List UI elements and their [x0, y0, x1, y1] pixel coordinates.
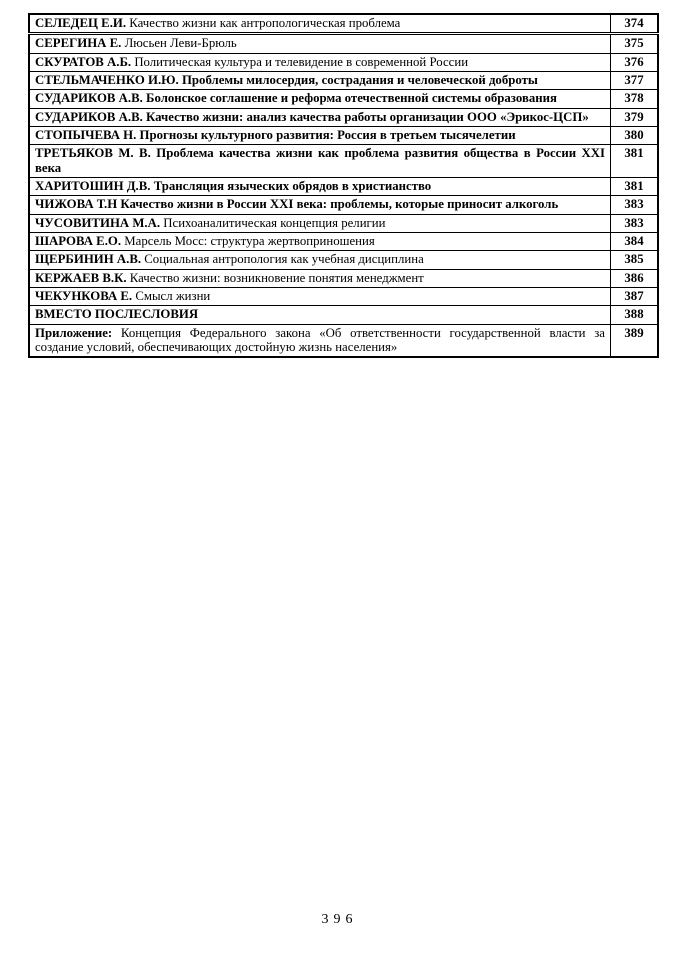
- toc-entry-cell: [29, 71, 611, 89]
- toc-entry-title: Психоаналитическая концепция религии: [163, 215, 386, 230]
- toc-entry-page-number: 375: [611, 34, 659, 53]
- toc-entry-author: ЧУСОВИТИНА М.А.: [35, 215, 161, 230]
- toc-entry-title: Люсьен Леви-Брюль: [124, 36, 237, 51]
- toc-table-body: [29, 14, 658, 357]
- page-number-footer: 396: [321, 912, 358, 927]
- toc-entry-cell: [29, 306, 611, 324]
- toc-entry-title: Проблемы милосердия, сострадания и человеческой доброты: [181, 72, 538, 87]
- toc-entry-author: ВМЕСТО ПОСЛЕСЛОВИЯ: [35, 307, 199, 322]
- toc-entry-page-number: 376: [611, 53, 659, 71]
- toc-entry-author: ХАРИТОШИН Д.В.: [35, 178, 151, 193]
- toc-entry-cell: [29, 90, 611, 108]
- toc-entry-title: Проблема качества жизни как проблема развития общества в России XXI века: [35, 146, 606, 175]
- table-row: [29, 71, 658, 89]
- table-row: [29, 34, 658, 53]
- toc-entry-cell: [29, 14, 611, 34]
- table-row: [29, 196, 658, 214]
- toc-entry-cell: [29, 287, 611, 305]
- table-row: [29, 269, 658, 287]
- toc-entry-page-number: 389: [611, 324, 659, 357]
- toc-entry-page-number: 383: [611, 214, 659, 232]
- toc-entry-cell: [29, 214, 611, 232]
- toc-entry-cell: [29, 177, 611, 195]
- toc-entry-title: Прогнозы культурного развития: Россия в третьем тысячелетии: [139, 127, 516, 142]
- table-row: [29, 232, 658, 250]
- toc-entry-title: Качество жизни в России XXI века: проблемы, которые приносит алкоголь: [120, 197, 559, 212]
- table-row: [29, 324, 658, 357]
- toc-entry-page-number: 381: [611, 145, 659, 178]
- toc-entry-title: Социальная антропология как учебная дисциплина: [144, 252, 424, 267]
- toc-entry-title: Качество жизни как антропологическая проблема: [129, 16, 401, 30]
- toc-entry-author: СЕРЕГИНА Е.: [35, 36, 122, 51]
- toc-entry-cell: [29, 251, 611, 269]
- toc-table: [28, 13, 659, 358]
- toc-entry-title: Качество жизни: возникновение понятия менеджмент: [129, 270, 424, 285]
- toc-entry-author: Приложение:: [35, 325, 113, 340]
- toc-entry-title: Концепция Федерального закона «Об ответственности государственной власти за создание условий, обеспечивающих достойную жизнь населения»: [35, 325, 605, 354]
- toc-entry-page-number: 388: [611, 306, 659, 324]
- toc-entry-author: КЕРЖАЕВ В.К.: [35, 270, 127, 285]
- toc-entry-author: СЕЛЕДЕЦ Е.И.: [35, 16, 127, 30]
- table-row: [29, 251, 658, 269]
- table-row: [29, 14, 658, 34]
- toc-entry-cell: [29, 53, 611, 71]
- toc-entry-title: Трансляция языческих обрядов в христианство: [153, 178, 432, 193]
- toc-entry-page-number: 380: [611, 126, 659, 144]
- toc-entry-author: ШАРОВА Е.О.: [35, 233, 122, 248]
- toc-entry-cell: [29, 232, 611, 250]
- toc-entry-title: Марсель Мосс: структура жертвоприношения: [124, 233, 375, 248]
- toc-entry-page-number: 381: [611, 177, 659, 195]
- toc-entry-page-number: 384: [611, 232, 659, 250]
- toc-entry-author: СУДАРИКОВ А.В.: [35, 109, 143, 124]
- toc-entry-cell: [29, 269, 611, 287]
- toc-entry-author: СУДАРИКОВ А.В.: [35, 91, 143, 106]
- table-row: [29, 177, 658, 195]
- toc-entry-title: Политическая культура и телевидение в современной России: [134, 54, 469, 69]
- toc-entry-title: Болонское соглашение и реформа отечественной системы образования: [146, 91, 557, 106]
- toc-entry-page-number: 378: [611, 90, 659, 108]
- toc-entry-page-number: 379: [611, 108, 659, 126]
- toc-entry-author: СКУРАТОВ А.Б.: [35, 54, 132, 69]
- toc-entry-page-number: 386: [611, 269, 659, 287]
- toc-entry-page-number: 385: [611, 251, 659, 269]
- toc-entry-cell: [29, 196, 611, 214]
- toc-entry-cell: [29, 324, 611, 357]
- table-row: [29, 214, 658, 232]
- table-row: [29, 90, 658, 108]
- toc-entry-author: СТОПЫЧЕВА Н.: [35, 127, 137, 142]
- toc-entry-author: ЧИЖОВА Т.Н: [35, 197, 118, 212]
- toc-entry-page-number: 387: [611, 287, 659, 305]
- toc-entry-cell: [29, 34, 611, 53]
- toc-entry-author: ТРЕТЬЯКОВ М. В.: [35, 146, 151, 161]
- toc-entry-cell: [29, 126, 611, 144]
- toc-entry-cell: [29, 145, 611, 178]
- toc-entry-title: Смысл жизни: [135, 288, 211, 303]
- toc-entry-page-number: 377: [611, 71, 659, 89]
- table-row: [29, 126, 658, 144]
- toc-entry-page-number: 383: [611, 196, 659, 214]
- toc-entry-page-number: 374: [611, 14, 659, 34]
- toc-container: [28, 13, 659, 358]
- table-row: [29, 108, 658, 126]
- table-row: [29, 287, 658, 305]
- table-row: [29, 145, 658, 178]
- toc-entry-author: ЩЕРБИНИН А.В.: [35, 252, 142, 267]
- table-row: [29, 306, 658, 324]
- toc-entry-author: ЧЕКУНКОВА Е.: [35, 288, 133, 303]
- toc-entry-author: СТЕЛЬМАЧЕНКО И.Ю.: [35, 72, 179, 87]
- table-row: [29, 53, 658, 71]
- toc-entry-title: Качество жизни: анализ качества работы организации ООО «Эрикос-ЦСП»: [146, 109, 589, 124]
- toc-entry-cell: [29, 108, 611, 126]
